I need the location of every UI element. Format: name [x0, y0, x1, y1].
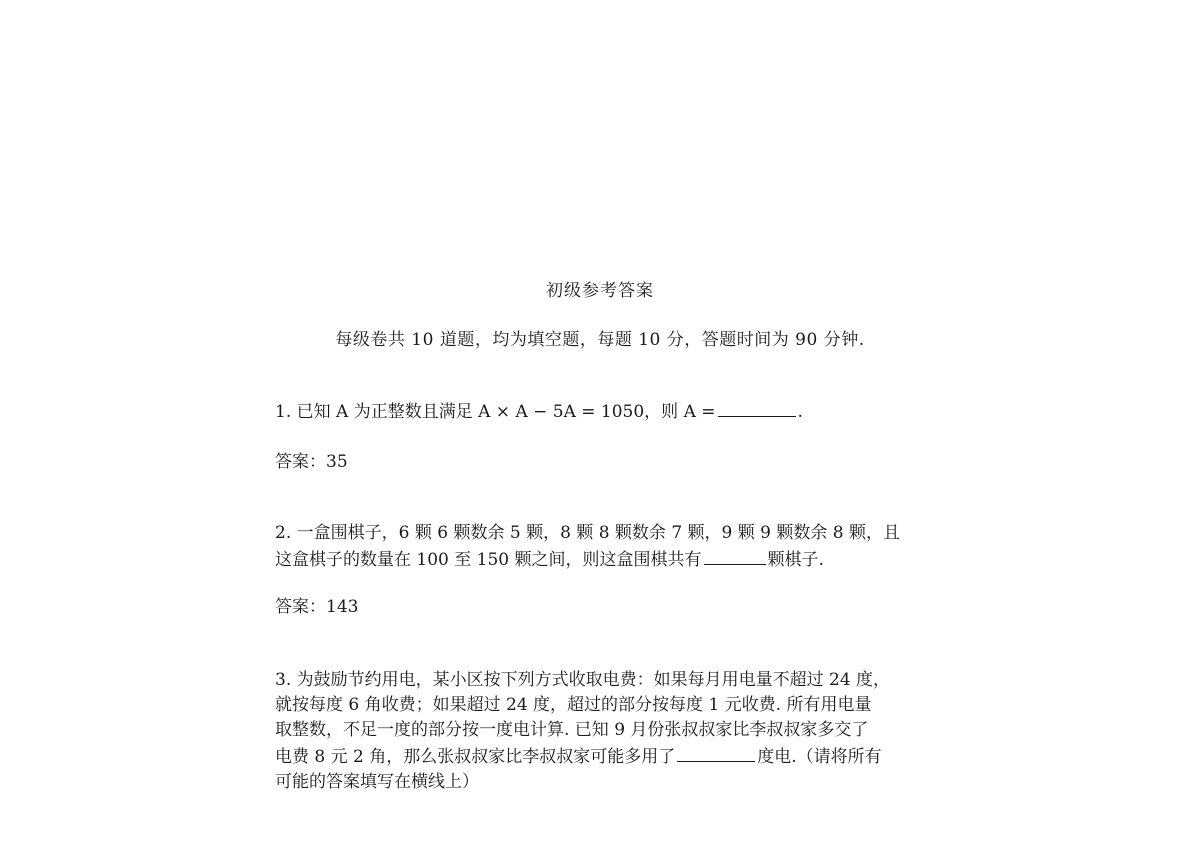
question-2-line-2-end: 颗棋子. [767, 550, 824, 570]
question-2 [275, 521, 945, 573]
question-2-line-2 [275, 546, 945, 573]
question-3-line-3: 取整数，不足一度的部分按一度电计算. 已知 9 月份张叔叔家比李叔叔家多交了 [275, 720, 869, 740]
answer-blank [718, 398, 796, 417]
question-3-line-2: 就按每度 6 角收费；如果超过 24 度，超过的部分按每度 1 元收费. 所有用电量 [275, 695, 872, 715]
question-3 [275, 668, 945, 795]
question-3-line-4 [275, 743, 945, 770]
answer-1: 答案：35 [275, 452, 348, 472]
page-title: 初级参考答案 [546, 281, 654, 301]
question-2-line-2-text: 这盒棋子的数量在 100 至 150 颗之间，则这盒围棋共有 [275, 550, 702, 570]
answer-blank [704, 546, 766, 565]
question-2-line-1: 2. 一盒围棋子，6 颗 6 颗数余 5 颗，8 颗 8 颗数余 7 颗，9 颗 9 颗数余 8 颗，且 [275, 523, 901, 543]
answer-2: 答案：143 [275, 597, 359, 617]
question-3-line-4-end: 度电.（请将所有 [757, 747, 882, 767]
question-3-line-4-text: 电费 8 元 2 角，那么张叔叔家比李叔叔家可能多用了 [275, 747, 676, 767]
question-1 [275, 398, 945, 425]
question-1-end: . [797, 402, 803, 422]
question-3-line-1: 3. 为鼓励节约用电，某小区按下列方式收取电费：如果每月用电量不超过 24 度， [275, 670, 891, 690]
question-1-text: 1. 已知 A 为正整数且满足 A × A − 5A = 1050，则 A = [275, 402, 716, 422]
question-3-line-5: 可能的答案填写在横线上） [275, 772, 479, 792]
answer-blank [677, 743, 755, 762]
exam-instructions: 每级卷共 10 道题，均为填空题，每题 10 分，答题时间为 90 分钟. [335, 330, 865, 350]
